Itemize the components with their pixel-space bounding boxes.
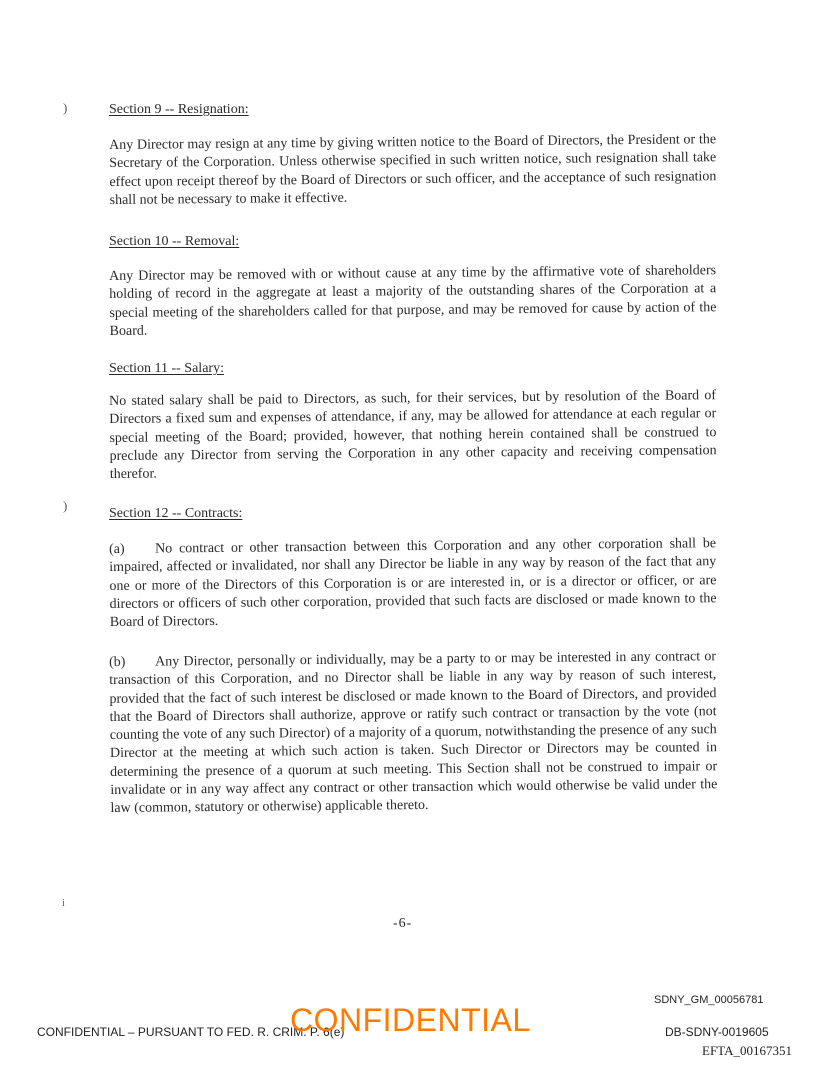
- confidential-stamp: CONFIDENTIAL: [290, 1002, 531, 1038]
- section-12-heading: Section 12 -- Contracts:: [109, 506, 243, 521]
- section-9-paragraph: Any Director may resign at any time by giving written notice to the Board of Directors, the President or the Secretary of the Corporation. Unless otherwise specified in such written notice, such resignation shall take effect upon receipt thereof by the Board of Directors or such officer, and the acceptance of such resignation shall not be necessary to make it effective.: [109, 132, 717, 208]
- confidential-notice: CONFIDENTIAL – PURSUANT TO FED. R. CRIM. P. 6(e): [37, 1025, 345, 1039]
- section-10-heading: Section 10 -- Removal:: [109, 234, 240, 249]
- bates-number: DB-SDNY-0019605: [665, 1025, 769, 1039]
- margin-mark: ): [63, 100, 68, 115]
- efta-number: EFTA_00167351: [702, 1043, 792, 1058]
- paragraph-text: Any Director, personally or individually, may be a party to or may be interested in any contract or transaction of this Corporation, and no Director shall be liable in any way by reason of such interest, provided that the fact of such interest be disclosed or made known to the Board of Directors, and provided that the Board of Directors shall authorize, approve or ratify such contract or transaction by the vote (not counting the vote of any such Director) of a majority of a quorum, notwithstanding the presence of any such Director at the meeting at which such action is taken. Such Director or Directors may be counted in determining the presence of a quorum at such meeting. This Section shall not be construed to impair or invalidate or in any way affect any contract or other transaction which would otherwise be valid under the law (common, statutory or otherwise) applicable thereto.: [109, 649, 718, 817]
- paragraph-text: No contract or other transaction between this Corporation and any other corporation shall be impaired, affected or invalidated, nor shall any Director be liable in any way by reason of the fact that any one or more of the Directors of this Corporation is or are interested in, or is a director or officer, or are directors or officers of such other corporation, provided that such facts are disclosed or made known to the Board of Directors.: [109, 536, 717, 631]
- margin-mark: ): [63, 498, 68, 513]
- paragraph-label: (b): [109, 654, 126, 670]
- section-11-paragraph: No stated salary shall be paid to Directors, as such, for their services, but by resolution of the Board of Directors a fixed sum and expenses of attendance, if any, may be allowed for attendance at each regular or special meeting of the Board; provided, however, that nothing herein contained shall be construed to preclude any Director from serving the Corporation in any other capacity and receiving compensation therefor.: [109, 388, 717, 483]
- margin-mark: i: [62, 898, 65, 909]
- section-10-paragraph: Any Director may be removed with or without cause at any time by the affirmative vote of shareholders holding of record in the aggregate at least a majority of the outstanding shares of the Corporation at a special meeting of the shareholders called for that purpose, and may be removed for cause by action of the Board.: [109, 263, 717, 339]
- paragraph-label: (a): [109, 541, 125, 557]
- section-11-heading: Section 11 -- Salary:: [109, 361, 224, 376]
- bates-number-top: SDNY_GM_00056781: [654, 994, 764, 1006]
- section-9-heading: Section 9 -- Resignation:: [109, 102, 249, 117]
- section-12-paragraph-b: [109, 648, 718, 818]
- section-12-paragraph-a: [109, 535, 717, 632]
- page-number: -6-: [393, 916, 413, 931]
